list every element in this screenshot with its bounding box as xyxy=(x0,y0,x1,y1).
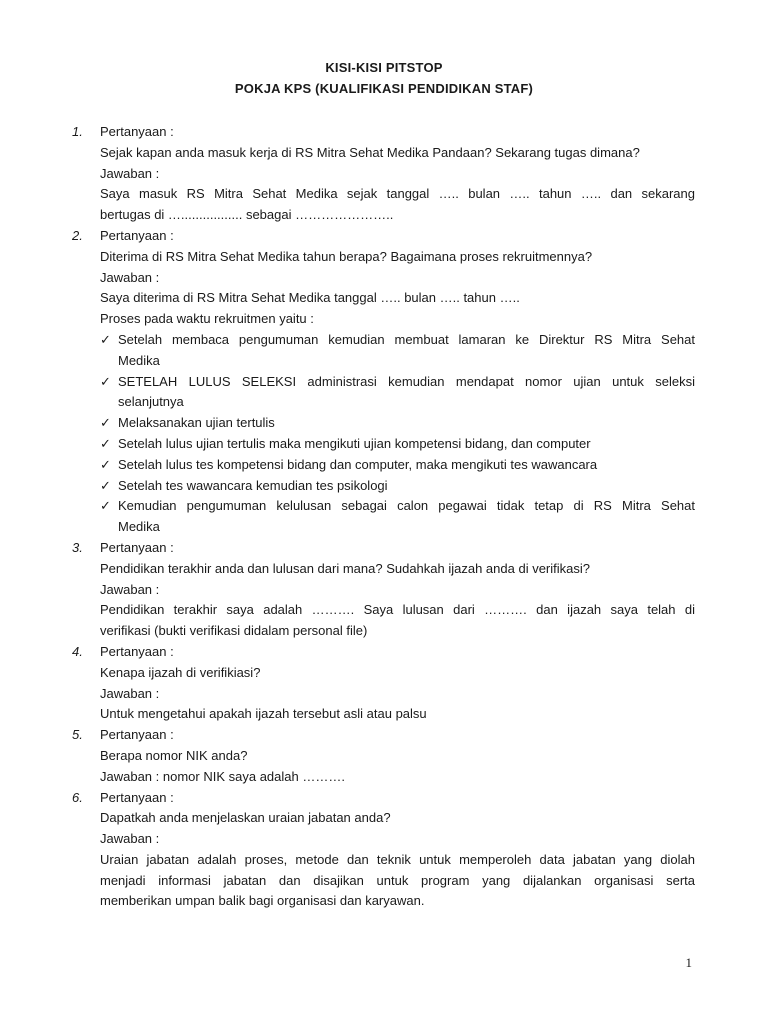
question-1-label: Pertanyaan : xyxy=(100,124,174,139)
question-6-header xyxy=(72,788,695,809)
question-6-text: Dapatkah anda menjelaskan uraian jabatan anda? xyxy=(100,810,391,826)
process-step-5 xyxy=(72,455,695,476)
process-step-6 xyxy=(72,476,695,497)
answer-4-text: Untuk mengetahui apakah ijazah tersebut asli atau palsu xyxy=(100,706,427,722)
question-2-label: Pertanyaan : xyxy=(100,227,174,243)
question-2-text: Diterima di RS Mitra Sehat Medika tahun berapa? Bagaimana proses rekruitmennya? xyxy=(100,248,593,264)
check-icon: ✓ xyxy=(100,373,111,389)
process-step-3-text: Melaksanakan ujian tertulis xyxy=(118,415,275,431)
question-2-header xyxy=(72,226,695,247)
process-step-1-line-2: Medika xyxy=(118,352,160,368)
question-4-text: Kenapa ijazah di verifikiasi? xyxy=(100,664,261,680)
question-3-label: Pertanyaan : xyxy=(100,539,174,555)
answer-2-text: Saya diterima di RS Mitra Sehat Medika tanggal ….. bulan ….. tahun ….. xyxy=(100,290,520,306)
check-icon: ✓ xyxy=(100,331,111,347)
answer-6-line-2: menjadi informasi jabatan dan disajikan untuk program yang dijalankan organisasi serta xyxy=(100,872,695,888)
answer-4-label: Jawaban : xyxy=(100,685,160,701)
answer-1-label: Jawaban : xyxy=(100,165,160,181)
answer-6-label: Jawaban : xyxy=(100,831,160,847)
answer-5-text: Jawaban : nomor NIK saya adalah ………. xyxy=(100,768,345,784)
question-2-number: 2. xyxy=(72,227,83,243)
process-step-7-line-2: Medika xyxy=(118,519,160,535)
page-number: 1 xyxy=(685,955,692,970)
process-step-5-text: Setelah lulus tes kompetensi bidang dan computer, maka mengikuti tes wawancara xyxy=(118,456,598,472)
question-5-number: 5. xyxy=(72,727,83,743)
answer-2-label: Jawaban : xyxy=(100,269,160,285)
answer-3-label: Jawaban : xyxy=(100,581,160,597)
document-body xyxy=(72,122,695,912)
question-5-header xyxy=(72,725,695,746)
answer-6-line-1: Uraian jabatan adalah proses, metode dan teknik untuk memperoleh data jabatan yang diolah xyxy=(100,851,695,867)
check-icon: ✓ xyxy=(100,456,111,472)
question-5-text: Berapa nomor NIK anda? xyxy=(100,747,248,763)
process-step-4 xyxy=(72,434,695,455)
document-title: KISI-KISI PITSTOP xyxy=(325,60,443,75)
process-step-2-line-1: SETELAH LULUS SELEKSI administrasi kemudian mendapat nomor ujian untuk seleksi xyxy=(118,373,695,389)
process-step-2-line-2: selanjutnya xyxy=(118,394,184,410)
question-6-number: 6. xyxy=(72,789,83,805)
question-5-label: Pertanyaan : xyxy=(100,727,174,743)
question-4-header xyxy=(72,642,695,663)
question-1-text: Sejak kapan anda masuk kerja di RS Mitra Sehat Medika Pandaan? Sekarang tugas dimana? xyxy=(100,144,640,160)
process-step-7-line-1: Kemudian pengumuman kelulusan sebagai calon pegawai tidak tetap di RS Mitra Sehat xyxy=(118,498,695,514)
process-step-1-line-1: Setelah membaca pengumuman kemudian membuat lamaran ke Direktur RS Mitra Sehat xyxy=(118,331,695,347)
question-4-number: 4. xyxy=(72,643,83,659)
question-3-text: Pendidikan terakhir anda dan lulusan dari mana? Sudahkah ijazah anda di verifikasi? xyxy=(100,560,590,576)
question-4-label: Pertanyaan : xyxy=(100,643,174,659)
check-icon: ✓ xyxy=(100,435,111,451)
process-step-4-text: Setelah lulus ujian tertulis maka mengikuti ujian kompetensi bidang, dan computer xyxy=(118,435,591,451)
process-step-6-text: Setelah tes wawancara kemudian tes psikologi xyxy=(118,477,388,493)
question-1-header xyxy=(72,122,695,143)
check-icon: ✓ xyxy=(100,498,111,514)
process-step-1 xyxy=(72,330,695,351)
check-icon: ✓ xyxy=(100,477,111,493)
question-3-number: 3. xyxy=(72,539,83,555)
answer-3-line-2: verifikasi (bukti verifikasi didalam personal file) xyxy=(100,623,368,639)
question-1-number: 1. xyxy=(72,124,83,139)
process-intro: Proses pada waktu rekruitmen yaitu : xyxy=(100,311,314,327)
document-subtitle: POKJA KPS (KUALIFIKASI PENDIDIKAN STAF) xyxy=(234,81,534,96)
question-3-header xyxy=(72,538,695,559)
process-step-7 xyxy=(72,496,695,517)
answer-1-line-2: bertugas di …................. sebagai ………………….. xyxy=(100,207,394,223)
check-icon: ✓ xyxy=(100,415,111,431)
process-step-3 xyxy=(72,413,695,434)
question-6-label: Pertanyaan : xyxy=(100,789,174,805)
process-step-2 xyxy=(72,372,695,393)
answer-1-line-1: Saya masuk RS Mitra Sehat Medika sejak tanggal ….. bulan ….. tahun ….. dan sekarang xyxy=(100,186,695,202)
answer-3-line-1: Pendidikan terakhir saya adalah ………. Saya lulusan dari ………. dan ijazah saya telah di xyxy=(100,602,695,618)
answer-6-line-3: memberikan umpan balik bagi organisasi dan karyawan. xyxy=(100,893,425,909)
